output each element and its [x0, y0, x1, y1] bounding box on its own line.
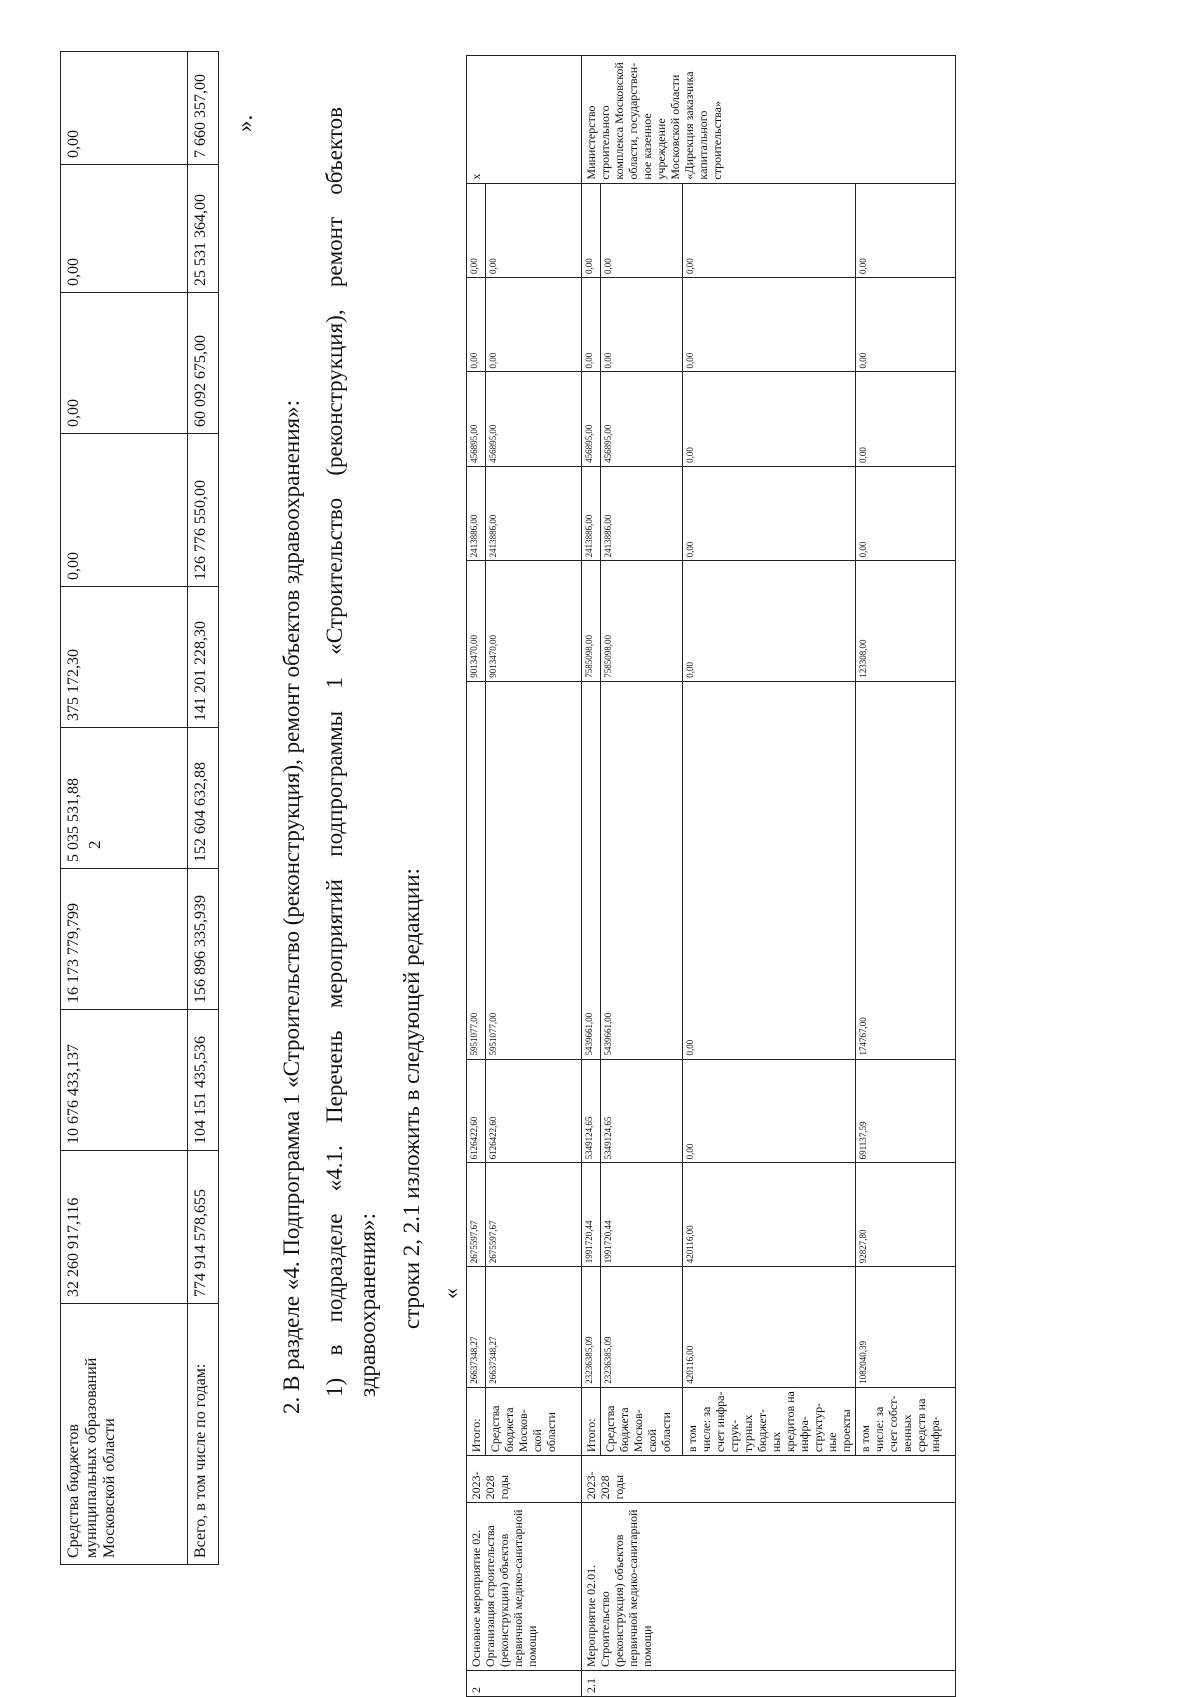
- row-number: 2.1: [582, 1671, 956, 1697]
- row-number: 2: [467, 1671, 582, 1697]
- value-cell: 60 092 675,00: [188, 293, 219, 434]
- value-cell: 5439661,00: [601, 681, 683, 1059]
- value-cell: 6126422,60: [486, 1059, 582, 1163]
- value-cell: 0,00: [582, 183, 601, 277]
- value-cell: 104 151 435,536: [188, 1010, 219, 1151]
- value-cell: 32 260 917,116: [61, 1151, 188, 1304]
- value-cell: 10 676 433,137: [61, 1010, 188, 1151]
- value-cell: 6126422,60: [467, 1059, 486, 1163]
- value-cell: 152 604 632,88: [188, 728, 219, 869]
- table-row: [683, 56, 856, 1697]
- executor-cell: х: [467, 56, 582, 184]
- value-cell: 2675597,67: [486, 1163, 582, 1267]
- period-cell: 2023-2028 годы: [582, 1456, 956, 1503]
- value-cell: 691137,59: [856, 1059, 956, 1163]
- value-cell: 0,00: [61, 165, 188, 293]
- value-cell: 456895,00: [582, 372, 601, 466]
- value-cell: 16 173 779,799: [61, 869, 188, 1010]
- value-cell: 5349124,65: [582, 1059, 601, 1163]
- value-cell: 5951077,00: [486, 681, 582, 1059]
- funding-source: в том числе: за счет инфра-струк-турных бюджет-ных кредитов на инфра-структур-ные проекты: [683, 1387, 856, 1455]
- value-cell: 9013470,00: [467, 561, 486, 681]
- value-cell: 456895,00: [467, 372, 486, 466]
- value-cell: 9013470,00: [486, 561, 582, 681]
- row-label: Всего, в том числе по годам:: [188, 1304, 219, 1565]
- value-cell: 2413886,00: [582, 466, 601, 560]
- activities-table: [466, 55, 956, 1697]
- table-row: [582, 56, 601, 1697]
- value-cell: 2675597,67: [467, 1163, 486, 1267]
- opening-quote: «: [438, 1288, 463, 1299]
- value-cell: 1991720,44: [582, 1163, 601, 1267]
- funding-source: Итого:: [582, 1387, 601, 1455]
- funding-source: Средства бюджета Москов-ской области: [486, 1387, 582, 1455]
- value-cell: 92827,80: [856, 1163, 956, 1267]
- value-cell: 0,00: [582, 278, 601, 372]
- value-cell: 0,00: [683, 681, 856, 1059]
- value-cell: 174767,00: [856, 681, 956, 1059]
- table-row: [467, 56, 486, 1697]
- value-cell: 0,00: [683, 466, 856, 560]
- value-cell: 5 035 531,88: [61, 728, 188, 869]
- activity-name: Мероприятие 02.01. Строительство (реконструкция) объектов первичной медико-санитарной помощи: [582, 1503, 956, 1671]
- table-row: [61, 52, 188, 1565]
- value-cell: 1991720,44: [601, 1163, 683, 1267]
- value-cell: 0,00: [683, 183, 856, 277]
- value-cell: 774 914 578,655: [188, 1151, 219, 1304]
- value-cell: 0,00: [61, 293, 188, 434]
- funding-source: Средства бюджета Москов-ской области: [601, 1387, 683, 1455]
- period-cell: 2023-2028 годы: [467, 1456, 582, 1503]
- value-cell: 0,00: [856, 372, 956, 466]
- value-cell: 0,00: [61, 434, 188, 587]
- value-cell: 420116,00: [683, 1267, 856, 1387]
- value-cell: 420116,00: [683, 1163, 856, 1267]
- value-cell: 2413886,00: [486, 466, 582, 560]
- value-cell: 0,00: [486, 278, 582, 372]
- value-cell: 126 776 550,00: [188, 434, 219, 587]
- value-cell: 123308,00: [856, 561, 956, 681]
- funding-source: в том числе: за счет собст-венных средств на инфра-: [856, 1387, 956, 1455]
- activity-name: Основное мероприятие 02. Организация строительства (реконструкции) объектов первичной медико-санитарной помощи: [467, 1503, 582, 1671]
- table-row: [856, 56, 956, 1697]
- value-cell: 0,00: [467, 278, 486, 372]
- value-cell: 0,00: [683, 278, 856, 372]
- paragraph-section-heading: 2. В разделе «4. Подпрограмма 1 «Строительство (реконструкция), ремонт объектов здравоохранения»:: [279, 400, 304, 1414]
- value-cell: 0,00: [856, 278, 956, 372]
- value-cell: 1082040,39: [856, 1267, 956, 1387]
- value-cell: 26637348,27: [486, 1267, 582, 1387]
- paragraph-subsection: 1) в подразделе «4.1. Перечень мероприятий подпрограммы 1 «Строительство (реконструкция), ремонт объектов здравоохранения»:: [322, 107, 380, 1397]
- funding-source: Итого:: [467, 1387, 486, 1455]
- value-cell: 0,00: [467, 183, 486, 277]
- row-label: Средства бюджетов муниципальных образований Московской области: [61, 1304, 188, 1565]
- value-cell: 25 531 364,00: [188, 165, 219, 293]
- page-number: 2: [85, 840, 104, 849]
- value-cell: 2413886,00: [467, 466, 486, 560]
- value-cell: 456895,00: [486, 372, 582, 466]
- table-row: [601, 56, 683, 1697]
- value-cell: 7585098,00: [601, 561, 683, 681]
- value-cell: 23236385,09: [601, 1267, 683, 1387]
- value-cell: 0,00: [856, 183, 956, 277]
- executor-cell: Министерство строительного комплекса Московской области, государствен-ное казенное учреждение Московской области «Дирекция заказчика капитального строительства»: [582, 56, 956, 184]
- value-cell: 0,00: [486, 183, 582, 277]
- value-cell: 0,00: [856, 466, 956, 560]
- value-cell: 23236385,09: [582, 1267, 601, 1387]
- paragraph-instruction: строки 2, 2.1 изложить в следующей редакции:: [399, 868, 424, 1329]
- funding-summary-table: [60, 51, 219, 1565]
- value-cell: 7585098,00: [582, 561, 601, 681]
- value-cell: 5349124,65: [601, 1059, 683, 1163]
- value-cell: 156 896 335,939: [188, 869, 219, 1010]
- value-cell: 0,00: [683, 561, 856, 681]
- table-row: [188, 52, 219, 1565]
- value-cell: 0,00: [601, 183, 683, 277]
- value-cell: 0,00: [601, 278, 683, 372]
- value-cell: 0,00: [683, 1059, 856, 1163]
- value-cell: 375 172,30: [61, 587, 188, 728]
- closing-quote: ».: [232, 114, 257, 132]
- value-cell: 5951077,00: [467, 681, 486, 1059]
- value-cell: 141 201 228,30: [188, 587, 219, 728]
- value-cell: 7 660 357,00: [188, 52, 219, 165]
- value-cell: 456895,00: [601, 372, 683, 466]
- value-cell: 26637348,27: [467, 1267, 486, 1387]
- value-cell: 5439661,00: [582, 681, 601, 1059]
- value-cell: 2413886,00: [601, 466, 683, 560]
- table-row: [486, 56, 582, 1697]
- value-cell: 0,00: [683, 372, 856, 466]
- value-cell: 0,00: [61, 52, 188, 165]
